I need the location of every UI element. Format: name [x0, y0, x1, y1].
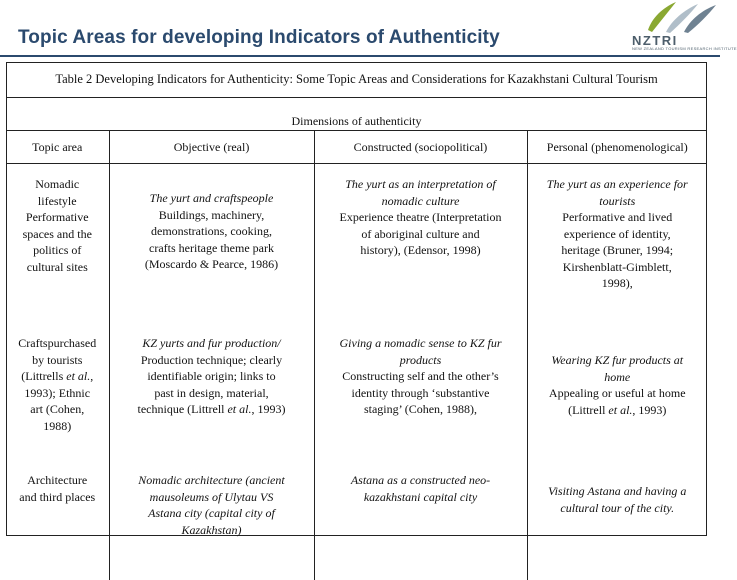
constructed-cell: [314, 463, 527, 580]
cell-line: Astana city (capital city of: [148, 506, 275, 520]
cell-line: Production technique; clearly: [140, 352, 283, 367]
cell-line: Appealing or useful at home: [548, 386, 686, 400]
dimensions-heading: Dimensions of authenticity: [291, 113, 422, 128]
title-divider: [0, 55, 720, 57]
table-caption-label: Table 2: [55, 72, 93, 87]
cell-lead: KZ yurts and fur production/: [142, 336, 281, 350]
cell-text-italic: et al.: [608, 402, 633, 417]
cell-line: Craftspurchased: [18, 336, 97, 350]
cell-line: politics of: [33, 243, 82, 257]
cell-line: (Moscardo & Pearce, 1986): [144, 257, 279, 271]
personal-cell: [527, 324, 707, 463]
cell-line: Visiting Astana and having a: [548, 484, 687, 498]
cell-line: history), (Edensor, 1998): [360, 243, 481, 257]
cell-lead: The yurt as an experience for: [546, 177, 688, 191]
cell-line: kazakhstani capital city: [363, 489, 478, 504]
cell-lead: tourists: [599, 193, 636, 208]
cell-line: Astana as a constructed neo-: [350, 473, 491, 487]
cell-lead: home: [604, 369, 631, 384]
cell-line: and third places: [19, 489, 96, 504]
cell-lead: Wearing KZ fur products at: [551, 353, 684, 367]
cell-line: staging’ (Cohen, 1988),: [363, 402, 478, 416]
cell-line: demonstrations, cooking,: [151, 224, 272, 238]
table-row: [6, 463, 707, 580]
cell-line: Experience theatre (Interpretation: [339, 210, 502, 224]
column-header-personal: Personal (phenomenological): [527, 131, 707, 164]
column-header-topic-area: Topic area: [6, 131, 109, 164]
cell-text: ,: [90, 369, 94, 383]
table-caption-text: Developing Indicators for Authenticity: Some Topic Areas and Considerations for Kazakhstani Cultural Tourism: [95, 72, 658, 87]
cell-line: [114, 401, 310, 418]
cell-lead: nomadic culture: [381, 193, 460, 208]
cell-line: cultural tour of the city.: [560, 500, 675, 515]
cell-line: 1998),: [601, 276, 633, 290]
topic-cell: [6, 164, 109, 325]
cell-line: Performative and lived: [562, 210, 673, 224]
cell-line: art (Cohen,: [30, 402, 85, 416]
logo-subtitle: NEW ZEALAND TOURISM RESEARCH INSTITUTE: [632, 46, 737, 51]
cell-line: experience of identity,: [563, 226, 671, 241]
cell-line: identifiable origin; links to: [147, 369, 276, 383]
cell-line: past in design, material,: [154, 385, 269, 400]
table-row: [6, 324, 707, 463]
column-header-objective: Objective (real): [109, 131, 314, 164]
authenticity-table: [6, 62, 707, 580]
logo-wordmark: NZTRI: [632, 33, 678, 48]
cell-line: 1988): [43, 418, 72, 433]
cell-text: , 1993): [251, 402, 286, 416]
cell-line: 1993); Ethnic: [24, 385, 91, 400]
cell-line: Performative: [25, 210, 89, 224]
cell-line: by tourists: [32, 352, 83, 367]
personal-cell: [527, 164, 707, 325]
cell-line: lifestyle: [37, 193, 77, 208]
slide-title: Topic Areas for developing Indicators of Authenticity: [18, 27, 500, 48]
cell-line: Kirshenblatt-Gimblett,: [562, 259, 672, 274]
cell-text: (Littrell: [568, 402, 609, 417]
objective-cell: [109, 324, 314, 463]
cell-line: Nomadic architecture (ancient: [138, 473, 285, 487]
cell-text-italic: et al.: [66, 369, 91, 383]
cell-lead: The yurt and craftspeople: [149, 191, 274, 205]
cell-text-italic: et al.: [227, 402, 252, 416]
personal-cell: [527, 463, 707, 580]
constructed-cell: [314, 164, 527, 325]
topic-cell: [6, 324, 109, 463]
cell-line: mausoleums of Ulytau VS: [149, 489, 274, 504]
table-caption: [6, 62, 707, 98]
topic-cell: [6, 463, 109, 580]
logo-leaves-icon: [628, 0, 720, 34]
cell-text: (Littrells: [21, 369, 67, 383]
objective-cell: [109, 164, 314, 325]
cell-lead: products: [399, 352, 442, 367]
cell-text: technique (Littrell: [137, 402, 228, 416]
cell-line: crafts heritage theme park: [149, 240, 274, 255]
cell-lead: The yurt as an interpretation of: [345, 177, 496, 191]
cell-text: , 1993): [632, 402, 667, 417]
cell-line: [8, 368, 107, 385]
cell-line: heritage (Bruner, 1994;: [561, 243, 674, 257]
table-row: [6, 164, 707, 325]
nztri-logo: [628, 0, 737, 54]
cell-line: Architecture: [27, 473, 88, 487]
cell-line: Constructing self and the other’s: [342, 369, 499, 383]
cell-line: of aboriginal culture and: [361, 226, 480, 241]
cell-line: [532, 402, 704, 419]
cell-line: Nomadic: [35, 177, 80, 191]
cell-line: spaces and the: [22, 226, 92, 241]
cell-line: cultural sites: [26, 259, 88, 274]
cell-line: Kazakhstan): [181, 522, 242, 537]
constructed-cell: [314, 324, 527, 463]
objective-cell: [109, 463, 314, 580]
cell-line: Buildings, machinery,: [158, 207, 265, 222]
cell-line: identity through ‘substantive: [351, 385, 490, 400]
cell-lead: Giving a nomadic sense to KZ fur: [339, 336, 502, 350]
column-header-constructed: Constructed (sociopolitical): [314, 131, 527, 164]
